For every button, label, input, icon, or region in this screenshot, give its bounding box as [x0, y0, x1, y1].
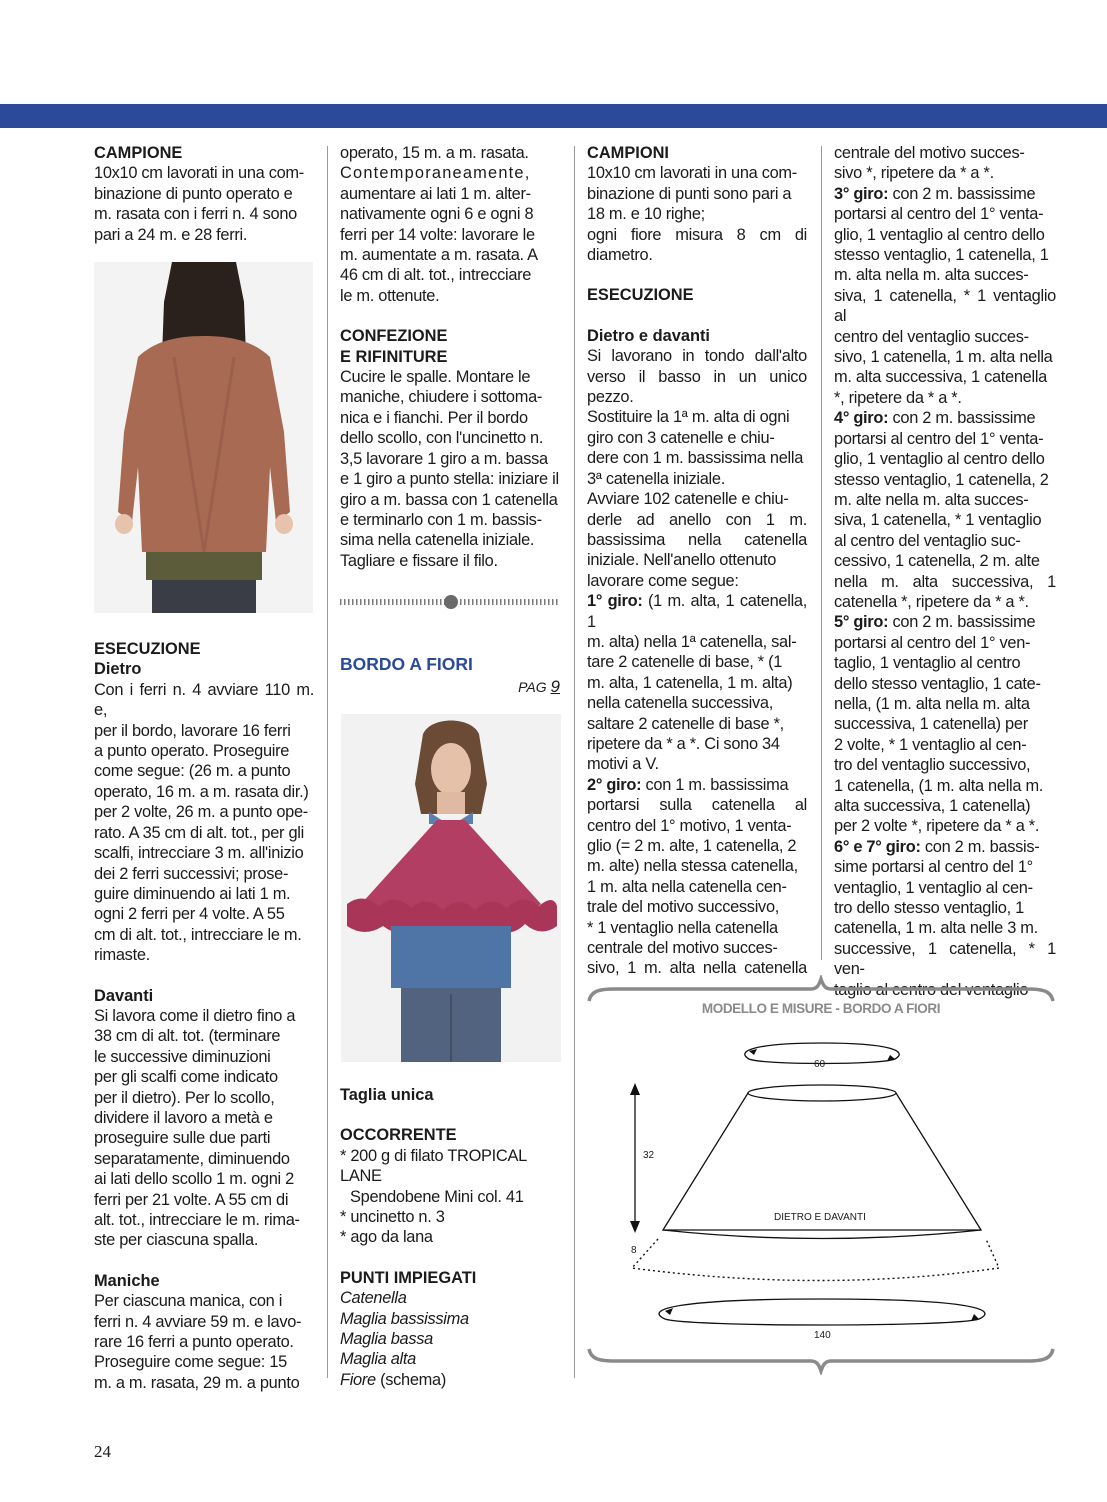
section-heading: CAMPIONE	[94, 144, 183, 162]
text-line: portarsi sulla catenella al	[587, 796, 807, 815]
stitch-name: Catenella	[340, 1289, 407, 1308]
text-line: sime portarsi al centro del 1°	[834, 858, 1033, 877]
text-line: tro del ventaglio successivo,	[834, 756, 1031, 775]
text-line: glio, 1 ventaglio al centro dello	[834, 225, 1045, 244]
stitch-name: Maglia bassissima	[340, 1309, 469, 1328]
bullet-icon: *	[340, 1146, 347, 1165]
header-bar	[0, 104, 1107, 128]
text-line: Si lavora come il dietro fino a	[94, 1006, 296, 1025]
text-line: 3,5 lavorare 1 giro a m. bassa	[340, 449, 548, 468]
round-2: 2° giro: con 1 m. bassissima	[587, 775, 789, 794]
materials-block	[340, 1085, 560, 1390]
text-line: m. alta) nella 1ª catenella, sal-	[587, 632, 797, 651]
text-line: ogni fiore misura 8 cm di	[587, 225, 807, 244]
text-line: pari a 24 m. e 28 ferri.	[94, 225, 248, 244]
text-line: nativamente ogni 6 e ogni 8	[340, 205, 534, 224]
text-line: tare 2 catenelle di base, * (1	[587, 653, 783, 672]
label-piece: DIETRO E DAVANTI	[774, 1212, 866, 1223]
text-line: ste per ciascuna spalla.	[94, 1231, 259, 1250]
list-item: * ago da lana	[340, 1228, 433, 1247]
section-heading: PUNTI IMPIEGATI	[340, 1268, 477, 1287]
text-line: taglio al centro del ventaglio	[834, 980, 1029, 999]
section-heading: OCCORRENTE	[340, 1126, 457, 1145]
subsection-heading: Dietro	[94, 660, 142, 679]
section-heading: E RIFINITURE	[340, 347, 448, 366]
text-line: Tagliare e fissare il filo.	[340, 551, 498, 570]
text-line: m. aumentate a m. rasata. A	[340, 246, 538, 265]
text-line: portarsi al centro del 1° venta-	[834, 429, 1044, 448]
text-line: rimaste.	[94, 946, 150, 965]
text-line: saltare 2 catenelle di base *,	[587, 714, 784, 733]
round-3: 3° giro: con 2 m. bassissime	[834, 184, 1036, 203]
section-separator	[340, 594, 560, 610]
text-line: dividere il lavoro a metà e	[94, 1108, 273, 1127]
text-line: ferri per 14 volte: lavorare le	[340, 225, 535, 244]
text-line: per gli scalfi come indicato	[94, 1068, 278, 1087]
list-item: * 200 g di filato TROPICAL LANE	[340, 1146, 527, 1186]
text-line: 2 volte, * 1 ventaglio al cen-	[834, 735, 1027, 754]
cape-photo	[341, 714, 561, 1062]
text-line: a punto operato. Proseguire	[94, 742, 290, 761]
schematic-graphic	[585, 975, 1057, 1375]
text-line: diametro.	[587, 246, 653, 265]
separator-graphic	[340, 594, 560, 610]
text-line: ai lati dello scollo 1 m. ogni 2	[94, 1170, 294, 1189]
text-line: sivo *, ripetere da * a *.	[834, 164, 994, 183]
text-line: stesso ventaglio, 1 catenella, 1	[834, 246, 1049, 265]
column-divider	[821, 146, 822, 960]
cape-photo-graphic	[341, 714, 561, 1062]
text-line: separatamente, diminuendo	[94, 1149, 290, 1168]
text-line: m. alta nella m. alta succes-	[834, 266, 1029, 285]
section-heading: ESECUZIONE	[94, 640, 201, 659]
text-line: motivi a V.	[587, 755, 659, 774]
text-line: successiva, 1 catenella) per	[834, 715, 1028, 734]
round-6-7: 6° e 7° giro: con 2 m. bassis-	[834, 837, 1040, 856]
label-height: 32	[643, 1150, 655, 1161]
text-line: per 2 volte *, ripetere da * a *.	[834, 817, 1040, 836]
text-line: proseguire sulle due parti	[94, 1129, 271, 1148]
text-line: nella, (1 m. alta nella m. alta	[834, 694, 1030, 713]
text-line: *, ripetere da * a *.	[834, 388, 962, 407]
sweater-photo	[94, 262, 313, 613]
subsection-heading: Dietro e davanti	[587, 326, 710, 345]
text-line: ripetere da * a *. Ci sono 34	[587, 734, 780, 753]
text-line: portarsi al centro del 1° ven-	[834, 633, 1031, 652]
text-line: glio, 1 ventaglio al centro dello	[834, 450, 1045, 469]
page-reference-number: 9	[550, 677, 560, 696]
text-line: Sostituire la 1ª m. alta di ogni	[587, 408, 790, 427]
label-bottom: 140	[814, 1330, 831, 1341]
page-reference-label: PAG	[518, 679, 547, 695]
text-line: Avviare 102 catenelle e chiu-	[587, 490, 789, 509]
text-line: sivo, 1 catenella, 1 m. alta nella	[834, 348, 1053, 367]
text-line: stesso ventaglio, 1 catenella, 2	[834, 470, 1049, 489]
text-line: siva, 1 catenella, * 1 ventaglio	[834, 511, 1042, 530]
text-line: binazione di punto operato e	[94, 184, 293, 203]
text-line: ferri n. 4 avviare 59 m. e lavo-	[94, 1312, 302, 1331]
text-line: m. alta successiva, 1 catenella	[834, 368, 1047, 387]
text-line: 3ª catenella iniziale.	[587, 469, 725, 488]
text-line: per il dietro). Per lo scollo,	[94, 1088, 275, 1107]
text-line: glio (= 2 m. alte, 1 catenella, 2	[587, 837, 797, 855]
text-line: scalfi, intrecciare 3 m. all'inizio	[94, 844, 304, 863]
section-heading: CONFEZIONE	[340, 327, 448, 346]
text-line: come segue: (26 m. a punto	[94, 762, 291, 781]
text-line: * 1 ventaglio nella catenella	[587, 918, 778, 937]
bottom-measure	[659, 1299, 985, 1325]
text-line: catenella, 1 m. alta nelle 3 m.	[834, 919, 1038, 938]
column-divider	[327, 146, 328, 1378]
text-line: verso il basso in un unico	[587, 367, 807, 386]
column-4	[834, 143, 1056, 1000]
text-line: sivo, 1 m. alta nella catenella	[587, 959, 807, 978]
text-line: iniziale. Nell'anello ottenuto	[587, 551, 777, 570]
text-line: le successive diminuzioni	[94, 1047, 271, 1066]
stitch-name: Fiore (schema)	[340, 1370, 447, 1389]
text-line: dere con 1 m. bassissima nella	[587, 449, 804, 468]
schematic-diagram	[585, 975, 1057, 1375]
page-reference	[340, 678, 560, 696]
text-line: sima nella catenella iniziale.	[340, 531, 535, 550]
text-line: per il bordo, lavorare 16 ferri	[94, 721, 291, 740]
text-line: ventaglio, 1 ventaglio al cen-	[834, 878, 1033, 897]
text-line: centrale del motivo succes-	[834, 144, 1025, 162]
section-heading: CAMPIONI	[587, 144, 669, 162]
text-line: e terminarlo con 1 m. bassis-	[340, 510, 542, 529]
text-line: dello stesso ventaglio, 1 cate-	[834, 674, 1041, 693]
text-line: ogni 2 ferri per 4 volte. A 55	[94, 905, 285, 924]
text-line: per 2 volte, 26 m. a punto ope-	[94, 803, 308, 822]
text-line: rato. A 35 cm di alt. tot., per gli	[94, 823, 304, 842]
page-number: 24	[94, 1442, 111, 1461]
text-line: m. alta, 1 catenella, 1 m. alta)	[587, 673, 793, 692]
text-line: catenella *, ripetere da * a *.	[834, 592, 1029, 611]
list-item: * uncinetto n. 3	[340, 1208, 445, 1227]
text-line: Per ciascuna manica, con i	[94, 1292, 283, 1311]
text-line: pezzo.	[587, 388, 634, 407]
text-line: Si lavorano in tondo dall'alto	[587, 347, 807, 366]
text-line: 1 catenella, (1 m. alta nella m.	[834, 776, 1044, 795]
round-1: 1° giro: (1 m. alta, 1 catenella, 1	[587, 592, 807, 631]
text-line: 38 cm di alt. tot. (terminare	[94, 1027, 281, 1046]
text-line: Proseguire come segue: 15	[94, 1353, 287, 1372]
bracket-top	[589, 979, 1053, 1001]
text-line: aumentare ai lati 1 m. alter-	[340, 184, 531, 203]
text-line: operato, 15 m. a m. rasata.	[340, 144, 529, 162]
garment-shape	[663, 1093, 981, 1230]
text-line: bassissima nella catenella	[587, 530, 807, 549]
diagram-title: MODELLO E MISURE - BORDO A FIORI	[701, 1001, 941, 1016]
text-line: m. rasata con i ferri n. 4 sono	[94, 205, 297, 224]
text-line: dello scollo, con l'uncinetto n.	[340, 429, 544, 448]
text-line: derle ad anello con 1 m.	[587, 510, 807, 529]
text-line: le m. ottenute.	[340, 286, 440, 305]
text-line: trale del motivo successivo,	[587, 898, 780, 917]
text-line: cessivo, 1 catenella, 2 m. alte	[834, 552, 1040, 571]
label-border: 8	[631, 1245, 637, 1256]
subsection-heading: Davanti	[94, 986, 154, 1005]
text-line: guire diminuendo ai lati 1 m.	[94, 884, 291, 903]
text-line: 1 m. alta nella catenella cen-	[587, 877, 787, 896]
bullet-icon: *	[340, 1208, 347, 1227]
text-line: giro con 3 catenelle e chiu-	[587, 428, 775, 447]
text-line: portarsi al centro del 1° venta-	[834, 205, 1044, 224]
text-line: 18 m. e 10 righe;	[587, 205, 705, 224]
bracket-bottom	[589, 1349, 1053, 1371]
text-line: centro del ventaglio succes-	[834, 327, 1029, 346]
text-line: operato, 16 m. a m. rasata dir.)	[94, 782, 309, 801]
text-line: 46 cm di alt. tot., intrecciare	[340, 266, 532, 285]
text-line: centrale del motivo succes-	[587, 939, 778, 958]
column-3	[587, 143, 807, 979]
stitch-name: Maglia alta	[340, 1350, 416, 1369]
text-line: nica e i fianchi. Per il bordo	[340, 408, 528, 427]
text-line: successive, 1 catenella, * 1 ven-	[834, 939, 1056, 979]
border-outline	[632, 1239, 999, 1281]
text-line: nella m. alta successiva, 1	[834, 572, 1056, 591]
text-line: maniche, chiudere i sottoma-	[340, 388, 543, 407]
text-line: tro dello stesso ventaglio, 1	[834, 899, 1024, 918]
text-line: lavorare come segue:	[587, 571, 739, 590]
text-line: giro a m. bassa con 1 catenella	[340, 490, 558, 509]
text-line: nella catenella successiva,	[587, 694, 773, 713]
text-line: rare 16 ferri a punto operato.	[94, 1333, 294, 1352]
column-divider	[574, 146, 575, 1378]
text-line: dei 2 ferri successivi; prose-	[94, 864, 289, 883]
text-line: m. alte nella m. alta succes-	[834, 490, 1029, 509]
round-4: 4° giro: con 2 m. bassissime	[834, 409, 1036, 428]
project-title: BORDO A FIORI	[340, 654, 473, 674]
size-heading: Taglia unica	[340, 1086, 434, 1104]
label-top: 60	[814, 1059, 826, 1070]
text-line: siva, 1 catenella, * 1 ventaglio al	[834, 286, 1056, 326]
list-item-continuation: Spendobene Mini col. 41	[350, 1187, 524, 1206]
text-line: 10x10 cm lavorati in una com-	[587, 164, 797, 183]
text-line: taglio, 1 ventaglio al centro	[834, 654, 1021, 673]
text-line: m. a m. rasata, 29 m. a punto	[94, 1373, 300, 1392]
text-line: al centro del ventaglio suc-	[834, 531, 1021, 550]
text-line: centro del 1° motivo, 1 venta-	[587, 816, 792, 835]
text-line: ferri per 21 volte. A 55 cm di	[94, 1190, 289, 1209]
text-line: binazione di punti sono pari a	[587, 184, 792, 203]
sweater-photo-graphic	[94, 262, 313, 613]
text-line: 10x10 cm lavorati in una com-	[94, 164, 304, 183]
section-heading: ESECUZIONE	[587, 286, 694, 305]
text-line: m. alte) nella stessa catenella,	[587, 857, 798, 876]
text-line: Contemporaneamente,	[340, 164, 531, 183]
subsection-heading: Maniche	[94, 1271, 160, 1290]
bullet-icon: *	[340, 1228, 347, 1247]
column-2	[340, 143, 560, 571]
round-5: 5° giro: con 2 m. bassissime	[834, 613, 1036, 632]
text-line: alta successiva, 1 catenella)	[834, 797, 1031, 815]
stitch-name: Maglia bassa	[340, 1330, 433, 1349]
text-line: cm di alt. tot., intrecciare le m.	[94, 925, 302, 944]
text-line: e 1 giro a punto stella: iniziare il	[340, 470, 559, 489]
text-line: alt. tot., intrecciare le m. rima-	[94, 1211, 300, 1229]
text-line: Cucire le spalle. Montare le	[340, 368, 531, 387]
text-line: Con i ferri n. 4 avviare 110 m. e,	[94, 680, 314, 720]
